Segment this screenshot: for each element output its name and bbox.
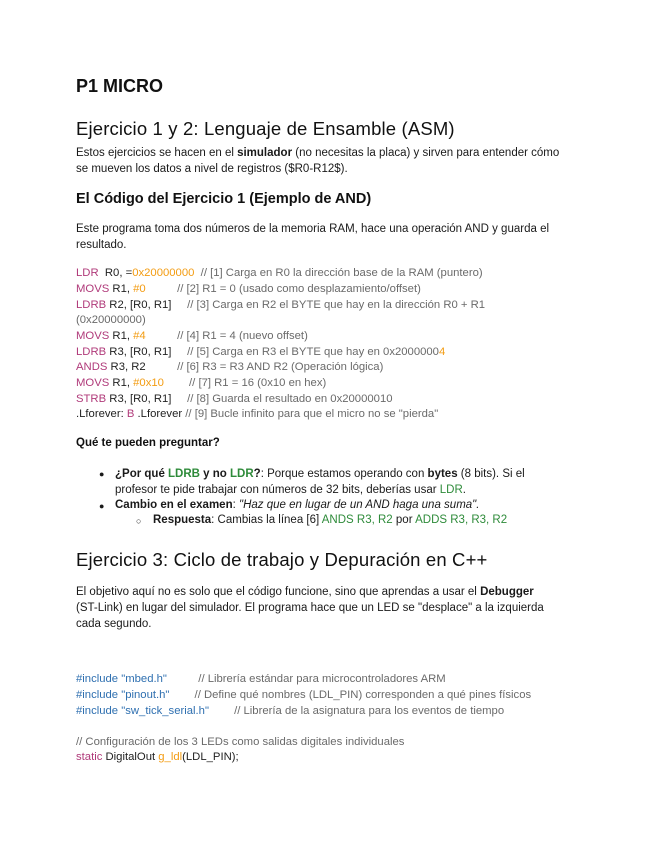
asm-comment: (0x20000000) bbox=[76, 314, 146, 326]
asm-line-3-continued bbox=[76, 312, 146, 328]
question-bullet-2 bbox=[115, 497, 555, 513]
p1-line-3: cada segundo. bbox=[76, 618, 152, 630]
intro-line-2: se mueven los datos a nivel de registros ($R0-R12$). bbox=[76, 163, 348, 175]
intro-text: Estos ejercicios se hacen en el bbox=[76, 147, 238, 159]
asm-line-1 bbox=[76, 265, 483, 281]
include-directive: #include "pinout.h" bbox=[76, 689, 170, 701]
asm-args: R1, bbox=[109, 283, 134, 295]
intro-bold: simulador bbox=[237, 147, 293, 159]
cpp-include-1 bbox=[76, 671, 446, 687]
asm-args: R0, = bbox=[98, 267, 133, 279]
asm-opcode: MOVS bbox=[76, 330, 110, 342]
cpp-comment-leds bbox=[76, 734, 404, 750]
asm-number: 0x20000000 bbox=[132, 267, 195, 279]
asm-comment: // [6] R3 = R3 AND R2 (Operación lógica) bbox=[145, 361, 384, 373]
asm-number: 4 bbox=[438, 346, 446, 358]
q1-line-2: profesor te pide trabajar con números de 32 bits, deberías usar bbox=[115, 484, 440, 496]
asm-number: #4 bbox=[133, 330, 146, 342]
questions-heading: Qué te pueden preguntar? bbox=[76, 437, 220, 449]
code-comment: // Librería de la asignatura para los eventos de tiempo bbox=[208, 705, 505, 717]
include-directive: #include "mbed.h" bbox=[76, 673, 167, 685]
question-bullet-1 bbox=[115, 466, 555, 498]
cpp-include-2 bbox=[76, 687, 531, 703]
asm-line-7 bbox=[76, 375, 326, 391]
asm-args: R2, [R0, R1] bbox=[106, 299, 172, 311]
q2-italic: "Haz que en lugar de un AND haga una suma". bbox=[239, 499, 480, 511]
asm-line-9 bbox=[76, 406, 438, 422]
asm-number: #0 bbox=[133, 283, 146, 295]
asm-line-2 bbox=[76, 281, 421, 297]
answer-por: por bbox=[392, 514, 416, 526]
asm-comment: // [2] R1 = 0 (usado como desplazamiento/offset) bbox=[145, 283, 421, 295]
keyword-static: static bbox=[76, 751, 103, 763]
q1-qmark: ? bbox=[253, 468, 261, 480]
section-heading-cpp: Ejercicio 3: Ciclo de trabajo y Depuración en C++ bbox=[76, 549, 488, 570]
asm-opcode: MOVS bbox=[76, 377, 110, 389]
desc-line-2: resultado. bbox=[76, 239, 127, 251]
code-comment: // Define qué nombres (LDL_PIN) corresponden a qué pines físicos bbox=[169, 689, 532, 701]
asm-comment: // [5] Carga en R3 el BYTE que hay en 0x2000000 bbox=[171, 346, 439, 358]
asm-comment: // [7] R1 = 16 (0x10 en hex) bbox=[163, 377, 327, 389]
asm-opcode: LDRB bbox=[76, 299, 107, 311]
section3-paragraph bbox=[76, 584, 576, 632]
asm-opcode: MOVS bbox=[76, 283, 110, 295]
asm-line-8 bbox=[76, 391, 393, 407]
desc-line-1: Este programa toma dos números de la memoria RAM, hace una operación AND y guarda el bbox=[76, 223, 550, 235]
code-comment: // Librería estándar para microcontroladores ARM bbox=[166, 673, 446, 685]
answer-code-ands: ANDS R3, R2 bbox=[321, 514, 393, 526]
type-name: DigitalOut bbox=[102, 751, 159, 763]
asm-line-3 bbox=[76, 297, 485, 313]
asm-comment: // [9] Bucle infinito para que el micro no se "pierda" bbox=[182, 408, 439, 420]
q1-ldrb: LDRB bbox=[168, 468, 200, 480]
q2-bold: Cambio en el examen bbox=[115, 499, 233, 511]
answer-text: : Cambias la línea [6] bbox=[211, 514, 322, 526]
asm-number: #0x10 bbox=[133, 377, 164, 389]
sub-bullet-circle-icon: ○ bbox=[136, 516, 142, 526]
answer-sub-bullet bbox=[153, 512, 507, 528]
q1-bytes: bytes bbox=[427, 468, 458, 480]
p1-text: El objetivo aquí no es solo que el código funcione, sino que aprendas a usar el bbox=[76, 586, 481, 598]
asm-line-5 bbox=[76, 344, 445, 360]
bullet-dot-icon: ● bbox=[99, 501, 105, 511]
asm-opcode: LDR bbox=[76, 267, 99, 279]
asm-args: R3, [R0, R1] bbox=[106, 393, 172, 405]
p1-bold: Debugger bbox=[480, 586, 534, 598]
variable-name: g_ldl bbox=[158, 751, 183, 763]
asm-comment: // [1] Carga en R0 la dirección base de la RAM (puntero) bbox=[194, 267, 483, 279]
asm-opcode: B bbox=[126, 408, 135, 420]
program-description bbox=[76, 221, 576, 253]
p1-line-2: (ST-Link) en lugar del simulador. El programa hace que un LED se "desplace" a la izquierda bbox=[76, 602, 544, 614]
asm-line-6 bbox=[76, 359, 383, 375]
page-title: P1 MICRO bbox=[76, 76, 164, 96]
q1-text-2: (8 bits). Si el bbox=[457, 468, 525, 480]
code-comment: // Configuración de los 3 LEDs como salidas digitales individuales bbox=[76, 736, 405, 748]
asm-comment: // [3] Carga en R2 el BYTE que hay en la dirección R0 + R1 bbox=[171, 299, 486, 311]
asm-opcode: ANDS bbox=[76, 361, 108, 373]
include-directive: #include "sw_tick_serial.h" bbox=[76, 705, 209, 717]
asm-comment: // [8] Guarda el resultado en 0x20000010 bbox=[171, 393, 393, 405]
asm-args: .Lforever bbox=[134, 408, 183, 420]
q1-text: : Porque estamos operando con bbox=[260, 468, 428, 480]
asm-args: R1, bbox=[109, 377, 134, 389]
section-heading-asm: Ejercicio 1 y 2: Lenguaje de Ensamble (ASM) bbox=[76, 118, 455, 139]
asm-opcode: LDRB bbox=[76, 346, 107, 358]
asm-args: R3, [R0, R1] bbox=[106, 346, 172, 358]
answer-code-adds: ADDS R3, R3, R2 bbox=[415, 514, 508, 526]
q1-bold-2: y no bbox=[199, 468, 231, 480]
asm-args: R3, R2 bbox=[107, 361, 146, 373]
cpp-declaration bbox=[76, 749, 239, 765]
cpp-include-3 bbox=[76, 703, 504, 719]
asm-opcode: STRB bbox=[76, 393, 107, 405]
asm-line-4 bbox=[76, 328, 308, 344]
intro-text-rest: (no necesitas la placa) y sirven para entender cómo bbox=[292, 147, 560, 159]
q1-period: . bbox=[462, 484, 466, 496]
bullet-dot-icon: ● bbox=[99, 469, 105, 479]
constructor-args: (LDL_PIN); bbox=[182, 751, 239, 763]
answer-bold: Respuesta bbox=[153, 514, 212, 526]
q1-bold: ¿Por qué bbox=[115, 468, 169, 480]
q1-ldr-2: LDR bbox=[439, 484, 463, 496]
asm-comment: // [4] R1 = 4 (nuevo offset) bbox=[145, 330, 308, 342]
section-intro-paragraph bbox=[76, 145, 576, 177]
asm-label: .Lforever: bbox=[76, 408, 127, 420]
subsection-heading-code: El Código del Ejercicio 1 (Ejemplo de AND) bbox=[76, 191, 372, 207]
q2-colon: : bbox=[232, 499, 239, 511]
asm-args: R1, bbox=[109, 330, 134, 342]
q1-ldr: LDR bbox=[230, 468, 254, 480]
